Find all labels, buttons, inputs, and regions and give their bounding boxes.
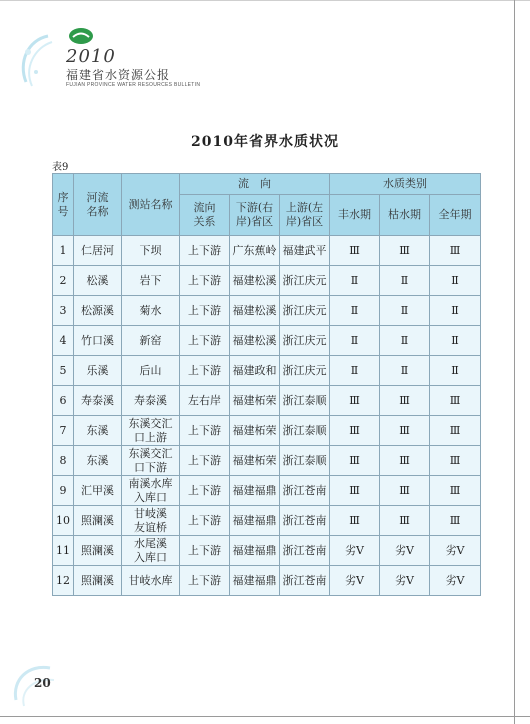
header-wet-season: 丰水期: [330, 195, 380, 236]
cell-river: 东溪: [74, 446, 122, 476]
cell-down: 福建福鼎: [230, 566, 280, 596]
table-row: [53, 536, 481, 566]
header-upstream: 上游(左 岸)省区: [280, 195, 330, 236]
cell-no: 12: [53, 566, 74, 596]
cell-up: 浙江庆元: [280, 266, 330, 296]
header-river: 河流 名称: [74, 174, 122, 236]
water-drop-emblem-icon: [66, 26, 96, 46]
cell-annual: Ⅲ: [430, 416, 481, 446]
table-row: [53, 386, 481, 416]
logo-year: 2010: [66, 46, 116, 67]
cell-dry: Ⅲ: [380, 386, 430, 416]
cell-no: 3: [53, 296, 74, 326]
cell-relation: 上下游: [180, 566, 230, 596]
header-flow-relation: 流向 关系: [180, 195, 230, 236]
cell-annual: Ⅲ: [430, 386, 481, 416]
cell-no: 6: [53, 386, 74, 416]
cell-relation: 上下游: [180, 536, 230, 566]
cell-relation: 上下游: [180, 356, 230, 386]
page-top-edge: [0, 0, 530, 1]
logo-subtitle: FUJIAN PROVINCE WATER RESOURCES BULLETIN: [66, 82, 201, 88]
table-row: [53, 476, 481, 506]
header-station: 测站名称: [122, 174, 180, 236]
cell-station: 新窑: [122, 326, 180, 356]
cell-station: 东溪交汇 口上游: [122, 416, 180, 446]
table-label: 表9: [52, 162, 69, 173]
cell-relation: 上下游: [180, 326, 230, 356]
table-row: [53, 446, 481, 476]
cell-down: 福建松溪: [230, 296, 280, 326]
cell-up: 浙江泰顺: [280, 416, 330, 446]
cell-station: 甘岐水库: [122, 566, 180, 596]
cell-no: 1: [53, 236, 74, 266]
cell-up: 浙江苍南: [280, 476, 330, 506]
cell-dry: Ⅱ: [380, 266, 430, 296]
cell-wet: Ⅱ: [330, 356, 380, 386]
table-row: [53, 416, 481, 446]
cell-up: 浙江泰顺: [280, 386, 330, 416]
cell-down: 福建政和: [230, 356, 280, 386]
cell-no: 4: [53, 326, 74, 356]
cell-river: 松源溪: [74, 296, 122, 326]
cell-annual: Ⅱ: [430, 356, 481, 386]
cell-station: 下坝: [122, 236, 180, 266]
cell-station: 岩下: [122, 266, 180, 296]
cell-dry: Ⅱ: [380, 296, 430, 326]
cell-annual: 劣Ⅴ: [430, 566, 481, 596]
cell-up: 浙江苍南: [280, 566, 330, 596]
cell-up: 浙江泰顺: [280, 446, 330, 476]
cell-river: 照澜溪: [74, 536, 122, 566]
cell-river: 仁居河: [74, 236, 122, 266]
cell-river: 照澜溪: [74, 566, 122, 596]
cell-up: 浙江苍南: [280, 506, 330, 536]
cell-down: 福建松溪: [230, 266, 280, 296]
cell-wet: Ⅲ: [330, 416, 380, 446]
cell-relation: 上下游: [180, 446, 230, 476]
cell-station: 甘岐溪 友谊桥: [122, 506, 180, 536]
cell-station: 寿泰溪: [122, 386, 180, 416]
cell-annual: 劣Ⅴ: [430, 536, 481, 566]
cell-dry: Ⅲ: [380, 416, 430, 446]
cell-down: 福建松溪: [230, 326, 280, 356]
header-seq: 序 号: [53, 174, 74, 236]
cell-wet: Ⅱ: [330, 266, 380, 296]
cell-wet: Ⅲ: [330, 236, 380, 266]
header-flow-group: 流 向: [180, 174, 330, 195]
cell-down: 福建柘荣: [230, 416, 280, 446]
cell-wet: Ⅱ: [330, 296, 380, 326]
cell-no: 9: [53, 476, 74, 506]
header-quality-group: 水质类别: [330, 174, 481, 195]
cell-dry: Ⅲ: [380, 476, 430, 506]
cell-annual: Ⅲ: [430, 476, 481, 506]
logo-title: 福建省水资源公报: [66, 68, 171, 82]
cell-station: 菊水: [122, 296, 180, 326]
page-number: 20: [34, 676, 51, 690]
bulletin-logo: [18, 22, 201, 92]
cell-river: 竹口溪: [74, 326, 122, 356]
cell-river: 乐溪: [74, 356, 122, 386]
cell-no: 11: [53, 536, 74, 566]
cell-river: 松溪: [74, 266, 122, 296]
header-dry-season: 枯水期: [380, 195, 430, 236]
cell-river: 东溪: [74, 416, 122, 446]
table-row: [53, 506, 481, 536]
cell-relation: 上下游: [180, 476, 230, 506]
cell-down: 福建福鼎: [230, 476, 280, 506]
cell-annual: Ⅱ: [430, 296, 481, 326]
table-row: [53, 266, 481, 296]
cell-relation: 上下游: [180, 266, 230, 296]
cell-up: 浙江苍南: [280, 536, 330, 566]
table-row: [53, 356, 481, 386]
cell-up: 福建武平: [280, 236, 330, 266]
cell-no: 7: [53, 416, 74, 446]
cell-wet: Ⅱ: [330, 326, 380, 356]
cell-relation: 上下游: [180, 506, 230, 536]
cell-annual: Ⅲ: [430, 236, 481, 266]
cell-station: 南溪水库 入库口: [122, 476, 180, 506]
page-title: 2010年省界水质状况: [191, 134, 339, 150]
cell-no: 10: [53, 506, 74, 536]
header-downstream: 下游(右 岸)省区: [230, 195, 280, 236]
cell-station: 东溪交汇 口下游: [122, 446, 180, 476]
page-bottom-edge: [0, 716, 530, 717]
cell-relation: 上下游: [180, 416, 230, 446]
cell-relation: 左右岸: [180, 386, 230, 416]
cell-wet: Ⅲ: [330, 386, 380, 416]
cell-up: 浙江庆元: [280, 296, 330, 326]
water-quality-table: [52, 173, 481, 596]
cell-dry: Ⅱ: [380, 356, 430, 386]
table-row: [53, 326, 481, 356]
cell-dry: Ⅲ: [380, 506, 430, 536]
table-row: [53, 236, 481, 266]
cell-dry: 劣Ⅴ: [380, 566, 430, 596]
cell-down: 福建柘荣: [230, 446, 280, 476]
cell-annual: Ⅱ: [430, 266, 481, 296]
table-row: [53, 296, 481, 326]
cell-down: 福建福鼎: [230, 506, 280, 536]
cell-river: 汇甲溪: [74, 476, 122, 506]
cell-relation: 上下游: [180, 296, 230, 326]
page-right-edge: [514, 0, 515, 724]
cell-wet: Ⅲ: [330, 446, 380, 476]
cell-down: 福建福鼎: [230, 536, 280, 566]
cell-dry: 劣Ⅴ: [380, 536, 430, 566]
cell-relation: 上下游: [180, 236, 230, 266]
cell-down: 广东蕉岭: [230, 236, 280, 266]
cell-down: 福建柘荣: [230, 386, 280, 416]
cell-annual: Ⅲ: [430, 506, 481, 536]
cell-no: 2: [53, 266, 74, 296]
cell-wet: 劣Ⅴ: [330, 566, 380, 596]
cell-river: 照澜溪: [74, 506, 122, 536]
cell-up: 浙江庆元: [280, 356, 330, 386]
cell-dry: Ⅲ: [380, 446, 430, 476]
cell-dry: Ⅱ: [380, 326, 430, 356]
cell-wet: Ⅲ: [330, 506, 380, 536]
table-row: [53, 566, 481, 596]
cell-station: 后山: [122, 356, 180, 386]
cell-up: 浙江庆元: [280, 326, 330, 356]
cell-no: 5: [53, 356, 74, 386]
cell-river: 寿泰溪: [74, 386, 122, 416]
header-annual: 全年期: [430, 195, 481, 236]
cell-wet: 劣Ⅴ: [330, 536, 380, 566]
cell-annual: Ⅲ: [430, 446, 481, 476]
cell-dry: Ⅲ: [380, 236, 430, 266]
cell-station: 水尾溪 入库口: [122, 536, 180, 566]
cell-no: 8: [53, 446, 74, 476]
cell-wet: Ⅲ: [330, 476, 380, 506]
cell-annual: Ⅱ: [430, 326, 481, 356]
